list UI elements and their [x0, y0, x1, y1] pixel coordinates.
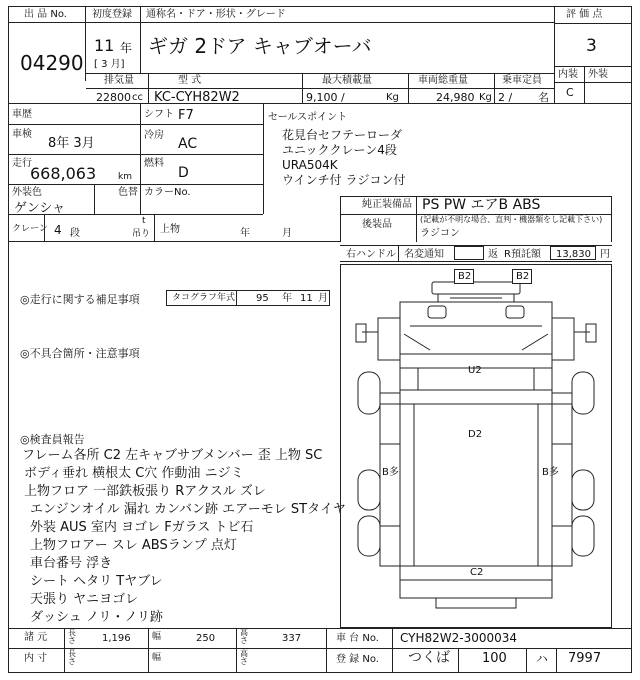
- divider: [86, 88, 554, 89]
- inspector-line: ダッシュ ノリ・ノリ跡: [30, 610, 163, 625]
- damage-mark-b2-left: B2: [454, 269, 474, 284]
- divider: [64, 628, 65, 673]
- length-label: 長さ: [68, 649, 76, 666]
- overall-grade: 3: [586, 36, 597, 56]
- divider: [44, 214, 45, 241]
- width-label: 幅: [152, 632, 162, 642]
- max-load-label: 最大積載量: [322, 75, 372, 86]
- inspector-line: シート ヘタリ Tヤブレ: [30, 574, 163, 589]
- registration-kana: ハ: [536, 652, 549, 666]
- capacity-unit: 名: [538, 91, 549, 104]
- body-month: 月: [282, 228, 292, 239]
- chassis-label: 車 台 No.: [336, 633, 379, 644]
- ton-label: t: [142, 216, 146, 226]
- inspector-line: 天張り ヤニヨゴレ: [30, 592, 139, 607]
- divider: [140, 23, 141, 73]
- gross-weight-label: 車両総重量: [418, 75, 468, 86]
- steering: 右ハンドル: [346, 249, 396, 260]
- divider: [302, 73, 303, 103]
- mileage-label: 走行: [12, 158, 32, 169]
- year-unit: 年: [120, 41, 133, 55]
- damage-mark-c2: C2: [470, 567, 484, 578]
- inspector-label: ◎検査員報告: [20, 433, 85, 446]
- width-value: 250: [196, 633, 216, 644]
- damage-mark-u2: U2: [468, 365, 482, 376]
- divider: [584, 66, 585, 103]
- inner-size-label: 内 寸: [24, 653, 48, 664]
- divider: [140, 103, 141, 184]
- model-code: KC-CYH82W2: [154, 90, 240, 105]
- driving-notes-label: ◎走行に関する補足事項: [20, 293, 140, 306]
- divider: [408, 73, 409, 103]
- inspector-line: 外装 AUS 室内 ヨゴレ Fガラス トビ石: [30, 520, 254, 535]
- color-change-label: 色替: [118, 187, 138, 198]
- mileage-unit: km: [118, 172, 132, 182]
- recycle-label: R預託額: [504, 249, 541, 260]
- tachograph-year: 95: [256, 293, 269, 304]
- interior-label: 内装: [558, 69, 578, 80]
- divider: [8, 241, 340, 242]
- inspector-line: ボディ垂れ 横根太 C穴 作動油 ニジミ: [24, 466, 244, 481]
- inspector-line: 上物フロア 一部鉄板張り Rアクスル ズレ: [24, 484, 266, 499]
- inspector-line: 車台番号 浮き: [30, 556, 113, 571]
- exterior-color: ゲンシャ: [14, 201, 66, 216]
- fuel: D: [178, 165, 189, 181]
- divider: [554, 82, 632, 83]
- sales-point-line: ウインチ付 ラジコン付: [282, 173, 406, 187]
- length-value: 1,196: [102, 633, 131, 644]
- damage-mark-b-many-right: B多: [542, 467, 559, 478]
- length-label: 長さ: [68, 628, 76, 645]
- divider: [8, 214, 263, 215]
- gross-weight: 24,980: [436, 91, 475, 104]
- divider: [8, 628, 632, 629]
- aftermarket-label: 後装品: [362, 219, 392, 230]
- ac-label: 冷房: [144, 130, 164, 141]
- divider: [8, 124, 140, 125]
- divider: [556, 648, 557, 673]
- inspector-line: エンジンオイル 漏れ カンバン跡 エアーモレ STタイヤ: [30, 502, 346, 517]
- divider: [8, 103, 632, 104]
- height-label: 高さ: [240, 628, 248, 645]
- color-no-label: カラーNo.: [144, 187, 191, 198]
- model-label: 通称名・ドア・形状・グレード: [146, 9, 286, 20]
- sales-point-label: セールスポイント: [268, 112, 348, 123]
- registration-class: 100: [482, 651, 507, 666]
- tachograph-label: タコグラフ年式: [172, 293, 236, 303]
- registration-label: 登 録 No.: [336, 654, 379, 665]
- divider: [140, 124, 263, 125]
- height-value: 337: [282, 633, 302, 644]
- divider: [340, 261, 612, 262]
- divider: [554, 23, 632, 24]
- divider: [263, 103, 264, 214]
- inspector-line: フレーム各所 C2 左キャブサブメンバー 歪 上物 SC: [22, 448, 323, 463]
- divider: [8, 154, 263, 155]
- inspector-report: [22, 448, 346, 629]
- month-unit: 月: [318, 293, 328, 304]
- damage-mark-b2-right: B2: [512, 269, 532, 284]
- divider: [140, 184, 141, 214]
- divider: [554, 6, 555, 103]
- exterior-label: 外装: [588, 69, 608, 80]
- damage-mark-d2: D2: [468, 429, 483, 440]
- capacity-label: 乗車定員: [502, 75, 542, 86]
- divider: [458, 648, 459, 673]
- lift-label: 吊り: [132, 229, 151, 239]
- max-load: 9,100 /: [306, 91, 345, 104]
- yen-unit: 円: [600, 249, 610, 260]
- divider: [94, 184, 95, 214]
- aftermarket-note: (記載が不明な場合、直判・機器類をし記載下さい): [420, 215, 603, 224]
- shift: F7: [178, 108, 194, 123]
- header-line: [86, 6, 554, 23]
- mileage: 668,063: [30, 164, 97, 183]
- fuel-label: 燃料: [144, 158, 164, 169]
- name-change-box: [454, 246, 484, 260]
- inspection-label: 車検: [12, 129, 32, 140]
- specs-label: 諸 元: [24, 632, 48, 643]
- divider: [8, 648, 632, 649]
- crane-unit: 段: [70, 228, 80, 239]
- registration-number: 7997: [568, 651, 602, 666]
- sales-point-line: ユニッククレーン4段: [282, 143, 397, 157]
- year-unit: 年: [282, 293, 292, 304]
- name-change-label: 名変通知: [404, 249, 444, 260]
- tachograph-month: 11: [300, 293, 313, 304]
- oem-equipment: PS PW エアB ABS: [422, 197, 541, 213]
- history-label: 車歴: [12, 109, 32, 120]
- first-reg-month: [ 3 月]: [94, 59, 125, 70]
- divider: [416, 196, 417, 242]
- interior-grade: C: [566, 86, 574, 99]
- body-year: 年: [240, 228, 250, 239]
- chassis-number: CYH82W2-3000034: [400, 631, 518, 645]
- displacement-label: 排気量: [104, 75, 134, 86]
- divider: [8, 184, 263, 185]
- divider: [326, 628, 327, 673]
- kg-unit: Kg: [479, 92, 492, 103]
- capacity: 2 /: [498, 91, 513, 104]
- refund-label: 返: [488, 249, 498, 260]
- divider: [236, 290, 237, 306]
- displacement-unit: cc: [132, 92, 143, 103]
- divider: [554, 66, 632, 67]
- model-code-label: 型 式: [178, 75, 202, 86]
- divider: [148, 73, 149, 103]
- divider: [154, 214, 155, 241]
- divider: [526, 648, 527, 673]
- exterior-color-label: 外装色: [12, 187, 42, 198]
- divider: [86, 73, 554, 74]
- registration-area: つくば: [408, 650, 450, 666]
- grade-label: 評 価 点: [566, 9, 603, 20]
- divider: [398, 245, 399, 261]
- lot-label: 出 品 No.: [24, 9, 67, 20]
- sales-point-line: 花見台セフテーローダ: [282, 128, 403, 142]
- crane-value: 4: [54, 223, 62, 237]
- defect-label: ◎不具合箇所・注意事項: [20, 347, 140, 360]
- width-label: 幅: [152, 653, 162, 663]
- body-label: 上物: [160, 224, 180, 235]
- inspection-value: 8年 3月: [48, 136, 95, 151]
- height-label: 高さ: [240, 649, 248, 666]
- crane-label: クレーン: [12, 224, 48, 234]
- first-reg-label: 初度登録: [92, 9, 132, 20]
- first-reg-year: 11: [94, 36, 115, 55]
- ac: AC: [178, 136, 198, 152]
- inspector-line: 上物フロアー スレ ABSランプ 点灯: [30, 538, 237, 553]
- damage-mark-b-many-left: B多: [382, 467, 399, 478]
- aftermarket-value: ラジコン: [420, 228, 460, 239]
- oem-label: 純正装備品: [362, 199, 412, 210]
- displacement: 22800: [96, 91, 131, 104]
- sales-point-line: URA504K: [282, 158, 338, 172]
- divider: [236, 628, 237, 673]
- kg-unit: Kg: [386, 92, 399, 103]
- shift-label: シフト: [144, 109, 174, 120]
- divider: [392, 628, 393, 673]
- recycle-value: 13,830: [556, 249, 591, 260]
- divider: [494, 73, 495, 103]
- lot-number: 04290: [20, 51, 84, 75]
- car-name: ギガ 2ドア キャブオーバ: [148, 34, 372, 58]
- divider: [148, 628, 149, 673]
